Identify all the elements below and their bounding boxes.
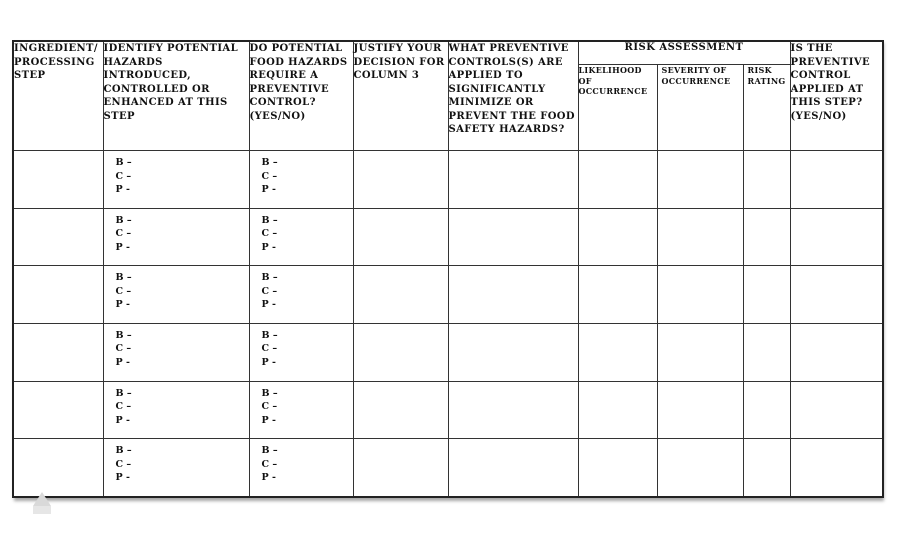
controls-cell[interactable] bbox=[448, 208, 578, 266]
risk-rating-cell[interactable] bbox=[743, 208, 790, 266]
controls-cell[interactable] bbox=[448, 266, 578, 324]
controls-cell[interactable] bbox=[448, 323, 578, 381]
header-ingredient-step: INGREDIENT/ PROCESSING STEP bbox=[13, 41, 103, 151]
hazard-code-list bbox=[250, 382, 353, 428]
hazard-analysis-form bbox=[12, 40, 882, 498]
likelihood-cell[interactable] bbox=[578, 439, 657, 497]
step-cell[interactable] bbox=[13, 439, 103, 497]
require-control-cell[interactable] bbox=[249, 439, 353, 497]
step-cell[interactable] bbox=[13, 323, 103, 381]
hazard-code-list bbox=[250, 151, 353, 197]
hazard-code-label: C – bbox=[115, 170, 132, 182]
table-row bbox=[13, 439, 883, 497]
hazard-code-list bbox=[104, 151, 249, 197]
table-row bbox=[13, 381, 883, 439]
hazards-cell[interactable] bbox=[103, 323, 249, 381]
hazard-code-label: B – bbox=[115, 214, 132, 226]
applied-cell[interactable] bbox=[790, 323, 883, 381]
hazard-code-list bbox=[104, 209, 249, 255]
controls-cell[interactable] bbox=[448, 439, 578, 497]
hazards-cell[interactable] bbox=[103, 381, 249, 439]
hazard-code-label: C – bbox=[261, 458, 278, 470]
hazards-cell[interactable] bbox=[103, 439, 249, 497]
step-cell[interactable] bbox=[13, 208, 103, 266]
hazard-code-label: C – bbox=[115, 401, 132, 413]
hazard-code-label: P - bbox=[261, 414, 276, 426]
hazard-code-list bbox=[250, 266, 353, 312]
hazard-code-list bbox=[104, 266, 249, 312]
require-control-cell[interactable] bbox=[249, 266, 353, 324]
step-cell[interactable] bbox=[13, 151, 103, 209]
header-risk-assessment: RISK ASSESSMENT bbox=[578, 41, 790, 65]
severity-cell[interactable] bbox=[657, 323, 743, 381]
hazards-cell[interactable] bbox=[103, 266, 249, 324]
hazard-code-label: C – bbox=[261, 170, 278, 182]
hazard-code-label: P - bbox=[115, 356, 130, 368]
justify-cell[interactable] bbox=[353, 323, 448, 381]
hazard-code-list bbox=[250, 324, 353, 370]
risk-rating-cell[interactable] bbox=[743, 266, 790, 324]
hazard-code-label: P - bbox=[115, 472, 130, 484]
header-identify-hazards: IDENTIFY POTENTIAL HAZARDS INTRODUCED, CONTROLLED OR ENHANCED AT THIS STEP bbox=[103, 41, 249, 151]
applied-cell[interactable] bbox=[790, 266, 883, 324]
hazard-code-label: P - bbox=[115, 299, 130, 311]
table-row bbox=[13, 151, 883, 209]
header-risk-rating: RISK RATING bbox=[743, 65, 790, 151]
hazard-code-list bbox=[104, 324, 249, 370]
hazard-code-label: B – bbox=[261, 272, 278, 284]
page-corner-mark bbox=[33, 492, 51, 506]
severity-cell[interactable] bbox=[657, 381, 743, 439]
hazard-code-label: B – bbox=[115, 272, 132, 284]
severity-cell[interactable] bbox=[657, 208, 743, 266]
step-cell[interactable] bbox=[13, 266, 103, 324]
hazard-code-label: P - bbox=[115, 414, 130, 426]
header-require-control: DO POTENTIAL FOOD HAZARDS REQUIRE A PREVENTIVE CONTROL? (YES/NO) bbox=[249, 41, 353, 151]
header-likelihood: LIKELIHOOD OF OCCURRENCE bbox=[578, 65, 657, 151]
header-justify-decision: JUSTIFY YOUR DECISION FOR COLUMN 3 bbox=[353, 41, 448, 151]
applied-cell[interactable] bbox=[790, 208, 883, 266]
applied-cell[interactable] bbox=[790, 439, 883, 497]
form-body bbox=[13, 151, 883, 498]
likelihood-cell[interactable] bbox=[578, 151, 657, 209]
severity-cell[interactable] bbox=[657, 439, 743, 497]
header-preventive-controls: WHAT PREVENTIVE CONTROLS(S) ARE APPLIED TO SIGNIFICANTLY MINIMIZE OR PREVENT THE FOOD SAFETY HAZARDS? bbox=[448, 41, 578, 151]
hazard-code-label: C – bbox=[261, 343, 278, 355]
hazard-code-label: B – bbox=[261, 445, 278, 457]
hazard-code-label: C – bbox=[261, 228, 278, 240]
hazard-code-label: B – bbox=[261, 214, 278, 226]
likelihood-cell[interactable] bbox=[578, 208, 657, 266]
hazard-code-label: P - bbox=[115, 184, 130, 195]
hazard-code-list bbox=[104, 382, 249, 428]
likelihood-cell[interactable] bbox=[578, 381, 657, 439]
justify-cell[interactable] bbox=[353, 381, 448, 439]
hazard-code-label: C – bbox=[115, 343, 132, 355]
header-severity: SEVERITY OF OCCURRENCE bbox=[657, 65, 743, 151]
require-control-cell[interactable] bbox=[249, 381, 353, 439]
step-cell[interactable] bbox=[13, 381, 103, 439]
severity-cell[interactable] bbox=[657, 266, 743, 324]
severity-cell[interactable] bbox=[657, 151, 743, 209]
applied-cell[interactable] bbox=[790, 151, 883, 209]
hazard-code-list bbox=[250, 209, 353, 255]
hazard-analysis-table bbox=[12, 40, 884, 498]
hazard-code-label: C – bbox=[261, 401, 278, 413]
justify-cell[interactable] bbox=[353, 151, 448, 209]
hazard-code-label: C – bbox=[115, 228, 132, 240]
hazard-code-label: B – bbox=[115, 387, 132, 399]
require-control-cell[interactable] bbox=[249, 151, 353, 209]
risk-rating-cell[interactable] bbox=[743, 439, 790, 497]
hazard-code-label: P - bbox=[261, 299, 276, 311]
require-control-cell[interactable] bbox=[249, 208, 353, 266]
table-row bbox=[13, 266, 883, 324]
risk-rating-cell[interactable] bbox=[743, 151, 790, 209]
page-corner-base bbox=[33, 506, 51, 514]
hazard-code-label: B – bbox=[115, 445, 132, 457]
hazard-code-label: C – bbox=[115, 458, 132, 470]
require-control-cell[interactable] bbox=[249, 323, 353, 381]
hazard-code-label: C – bbox=[261, 285, 278, 297]
hazard-code-label: C – bbox=[115, 285, 132, 297]
hazard-code-label: B – bbox=[115, 157, 132, 168]
justify-cell[interactable] bbox=[353, 208, 448, 266]
justify-cell[interactable] bbox=[353, 439, 448, 497]
hazard-code-label: B – bbox=[261, 157, 278, 168]
table-row bbox=[13, 323, 883, 381]
hazard-code-label: P - bbox=[261, 241, 276, 253]
hazard-code-label: P - bbox=[261, 356, 276, 368]
hazard-code-label: B – bbox=[115, 329, 132, 341]
justify-cell[interactable] bbox=[353, 266, 448, 324]
risk-rating-cell[interactable] bbox=[743, 323, 790, 381]
likelihood-cell[interactable] bbox=[578, 266, 657, 324]
header-control-applied: IS THE PREVENTIVE CONTROL APPLIED AT THIS STEP? (YES/NO) bbox=[790, 41, 883, 151]
hazards-cell[interactable] bbox=[103, 151, 249, 209]
hazard-code-label: P - bbox=[115, 241, 130, 253]
controls-cell[interactable] bbox=[448, 151, 578, 209]
hazard-code-list bbox=[250, 439, 353, 485]
table-row bbox=[13, 208, 883, 266]
risk-rating-cell[interactable] bbox=[743, 381, 790, 439]
hazards-cell[interactable] bbox=[103, 208, 249, 266]
applied-cell[interactable] bbox=[790, 381, 883, 439]
controls-cell[interactable] bbox=[448, 381, 578, 439]
hazard-code-label: P - bbox=[261, 184, 276, 195]
likelihood-cell[interactable] bbox=[578, 323, 657, 381]
hazard-code-label: B – bbox=[261, 329, 278, 341]
hazard-code-list bbox=[104, 439, 249, 485]
hazard-code-label: B – bbox=[261, 387, 278, 399]
hazard-code-label: P - bbox=[261, 472, 276, 484]
